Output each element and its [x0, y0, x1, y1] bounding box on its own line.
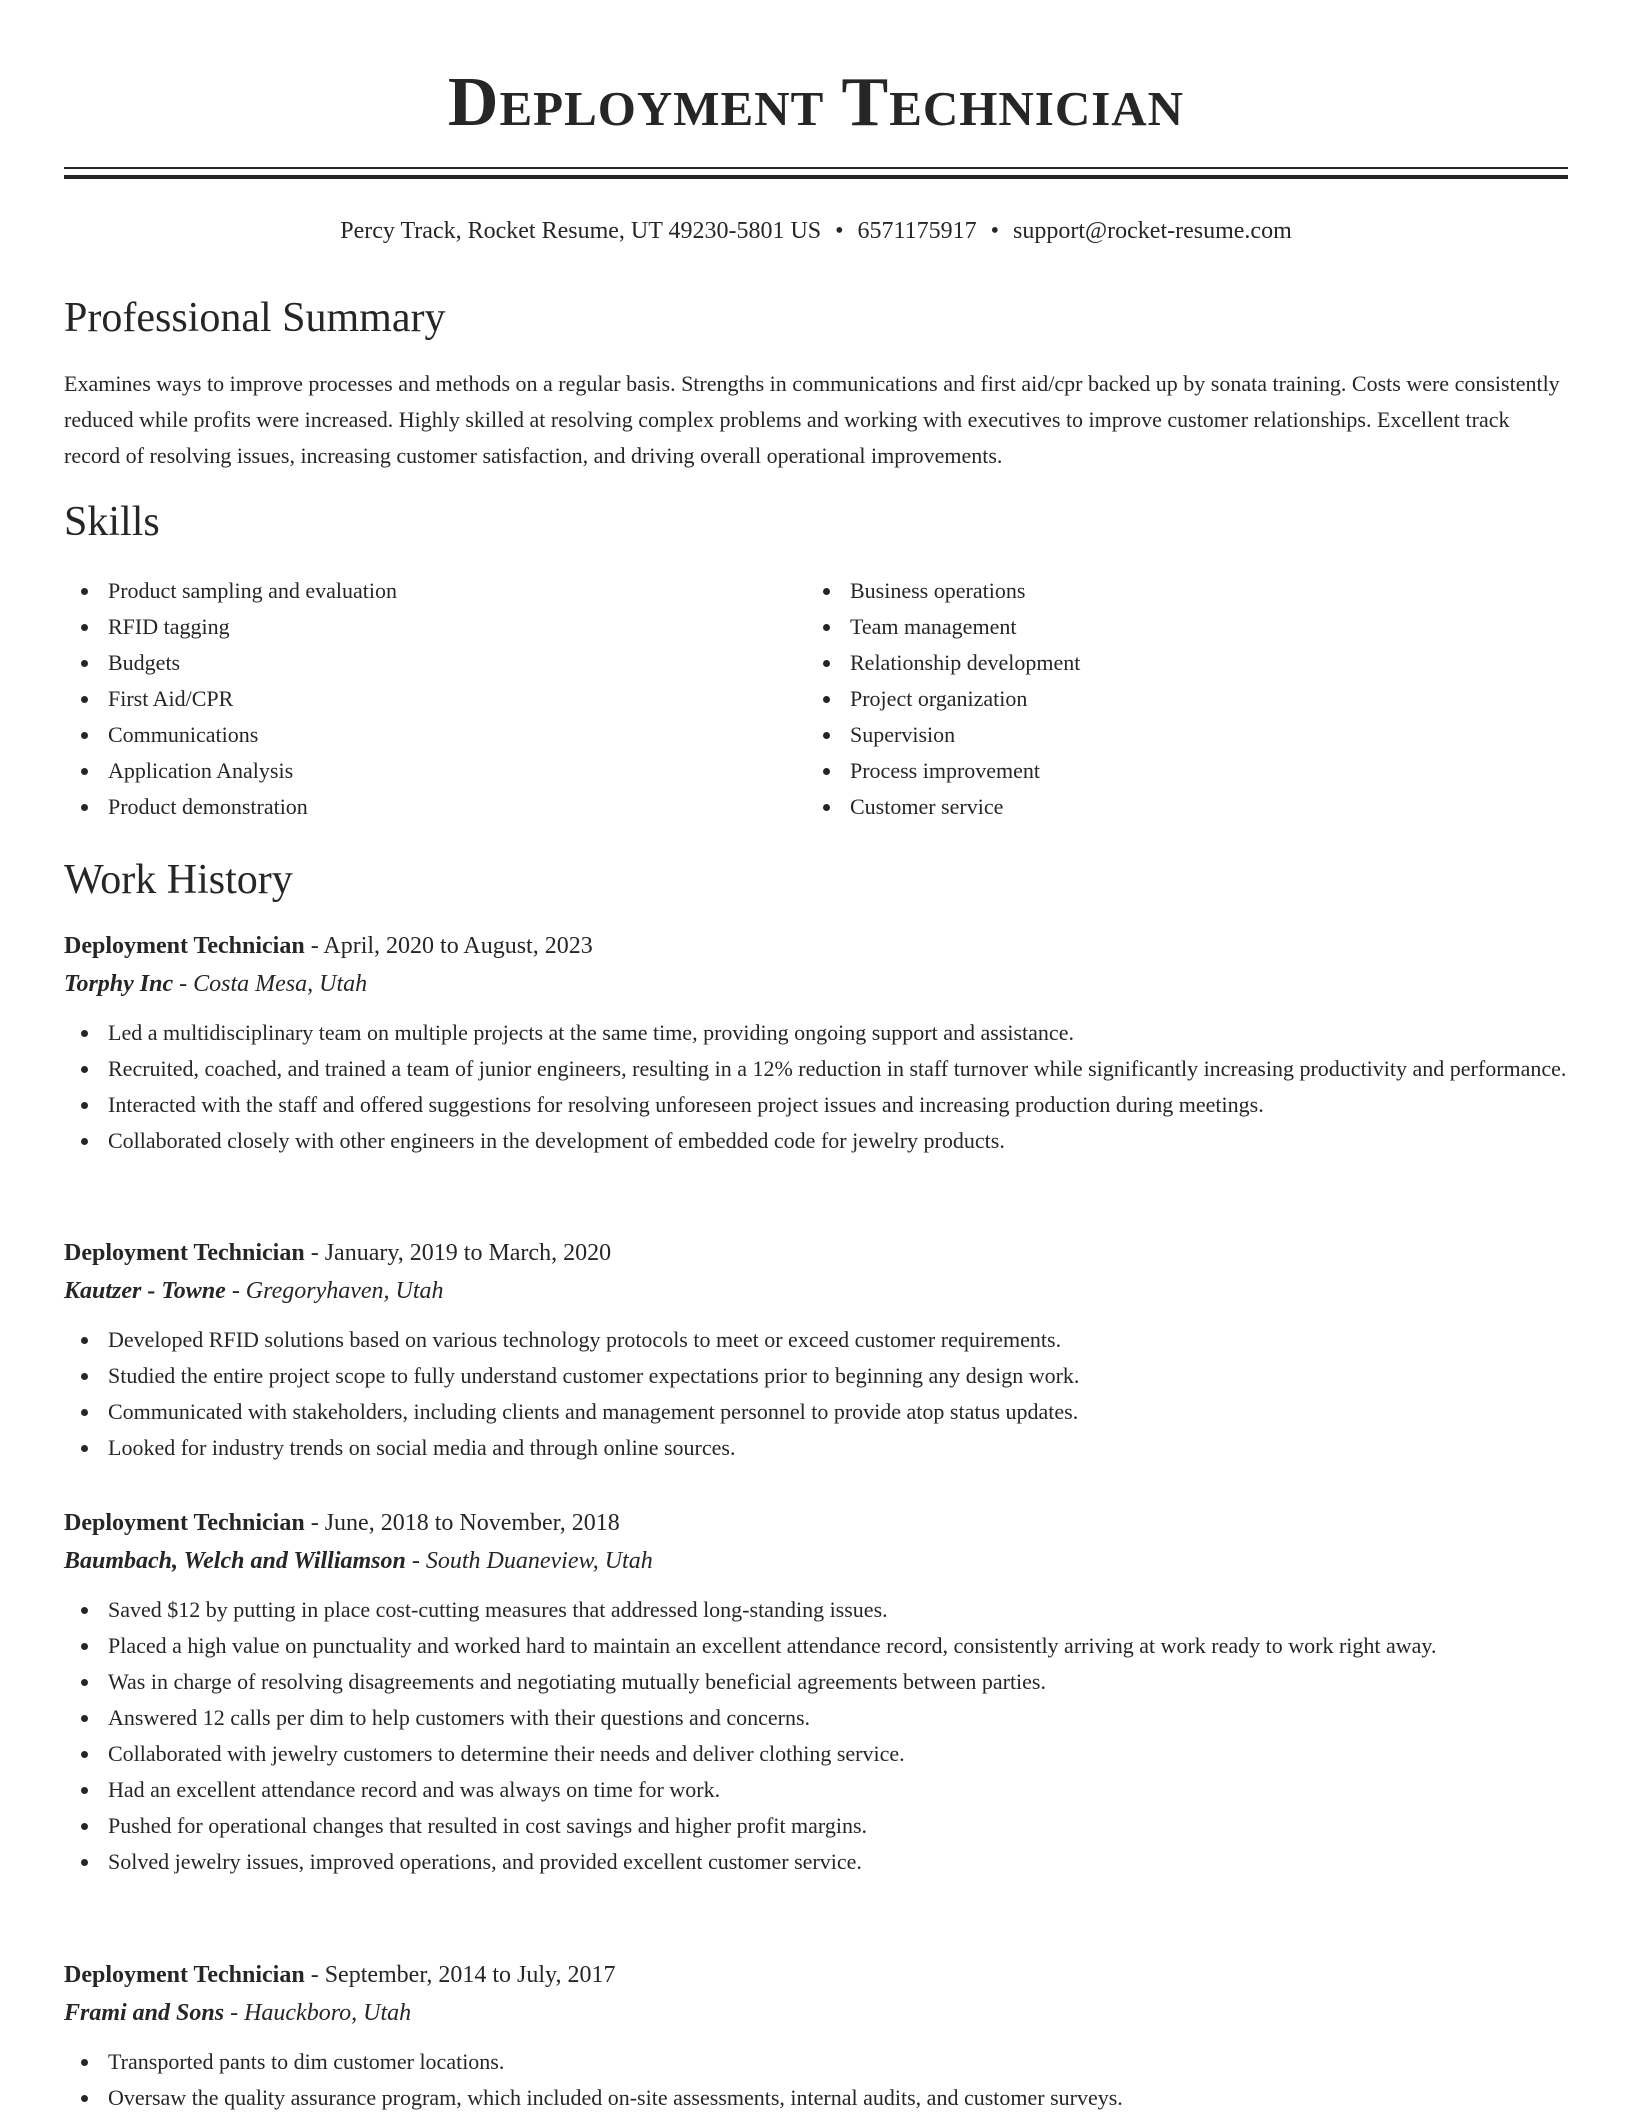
job-title: Deployment Technician [64, 1240, 305, 1266]
skill-item: Relationship development [806, 645, 1546, 681]
job-bullet: Transported pants to dim customer locations. [64, 2044, 1568, 2080]
contact-line [64, 213, 1568, 249]
job-location: - Costa Mesa, Utah [173, 971, 368, 997]
job-bullet: Had an excellent attendance record and was always on time for work. [64, 1772, 1568, 1808]
title-divider-thick [64, 175, 1568, 179]
contact-email: support@rocket-resume.com [1013, 218, 1292, 244]
job-header [64, 927, 1568, 965]
job-company-line [64, 965, 1568, 1003]
page-title: Deployment Technician [447, 64, 1185, 141]
job-bullet: Looked for industry trends on social media and through online sources. [64, 1430, 1568, 1466]
job-company: Torphy Inc [64, 971, 174, 997]
job-dates: - January, 2019 to March, 2020 [304, 1240, 612, 1266]
job-bullet: Pushed for operational changes that resulted in cost savings and higher profit margins. [64, 1808, 1568, 1844]
contact-phone: 6571175917 [857, 218, 977, 244]
skill-item: Team management [806, 609, 1546, 645]
job-bullets [64, 2044, 1568, 2116]
work-history-heading: Work History [64, 857, 293, 903]
job-bullet: Placed a high value on punctuality and worked hard to maintain an excellent attendance record, consistently arriving at work ready to work right away. [64, 1628, 1568, 1664]
skill-item: Process improvement [806, 753, 1546, 789]
skill-item: Project organization [806, 681, 1546, 717]
skill-item: First Aid/CPR [64, 681, 804, 717]
job-dates: - April, 2020 to August, 2023 [304, 933, 593, 959]
job-company-line [64, 1542, 1568, 1580]
contact-separator: • [990, 218, 1000, 244]
job-bullet: Communicated with stakeholders, including clients and management personnel to provide atop status updates. [64, 1394, 1568, 1430]
job-location: - Hauckboro, Utah [224, 2000, 412, 2026]
job-bullet: Solved jewelry issues, improved operations, and provided excellent customer service. [64, 1844, 1568, 1880]
job-entry [64, 927, 1568, 1159]
job-bullet: Oversaw the quality assurance program, which included on-site assessments, internal audits, and customer surveys. [64, 2080, 1568, 2116]
skill-item: Budgets [64, 645, 804, 681]
skill-item: RFID tagging [64, 609, 804, 645]
skill-item: Product demonstration [64, 789, 804, 825]
job-title: Deployment Technician [64, 933, 305, 959]
skills-heading: Skills [64, 499, 160, 545]
job-header [64, 1956, 1568, 1994]
contact-separator: • [835, 218, 844, 244]
job-dates: - September, 2014 to July, 2017 [304, 1962, 616, 1988]
job-location: - South Duaneview, Utah [405, 1548, 653, 1574]
job-header [64, 1504, 1568, 1542]
job-bullets [64, 1015, 1568, 1159]
job-company-line [64, 1994, 1568, 2032]
job-bullet: Led a multidisciplinary team on multiple projects at the same time, providing ongoing support and assistance. [64, 1015, 1568, 1051]
resume-page [64, 0, 1568, 2110]
summary-text: Examines ways to improve processes and methods on a regular basis. Strengths in communications and first aid/cpr backed up by sonata training. Costs were consistently reduced while profits were increased. Highly skilled at resolving complex problems and working with executives to improve customer relationships. Excellent track record of resolving issues, increasing customer satisfaction, and driving overall operational improvements. [64, 371, 1560, 468]
skill-item: Supervision [806, 717, 1546, 753]
skill-item: Customer service [806, 789, 1546, 825]
job-bullet: Answered 12 calls per dim to help customers with their questions and concerns. [64, 1700, 1568, 1736]
job-header [64, 1234, 1568, 1272]
job-entry [64, 1956, 1568, 2116]
skill-item: Business operations [806, 573, 1546, 609]
title-divider-thin [64, 167, 1568, 169]
job-company: Frami and Sons [64, 2000, 225, 2026]
job-bullet: Collaborated closely with other engineers in the development of embedded code for jewelry products. [64, 1123, 1568, 1159]
job-bullets [64, 1592, 1568, 1880]
job-bullet: Developed RFID solutions based on various technology protocols to meet or exceed customer requirements. [64, 1322, 1568, 1358]
contact-address: Percy Track, Rocket Resume, UT 49230-5801 US [340, 218, 822, 244]
job-bullet: Was in charge of resolving disagreements and negotiating mutually beneficial agreements between parties. [64, 1664, 1568, 1700]
job-bullets [64, 1322, 1568, 1466]
job-bullet: Recruited, coached, and trained a team of junior engineers, resulting in a 12% reduction in staff turnover while significantly increasing productivity and performance. [64, 1051, 1568, 1087]
job-bullet: Interacted with the staff and offered suggestions for resolving unforeseen project issues and increasing production during meetings. [64, 1087, 1568, 1123]
job-company: Kautzer - Towne [64, 1278, 226, 1304]
job-dates: - June, 2018 to November, 2018 [304, 1510, 620, 1536]
skills-list-right [806, 573, 1546, 825]
job-entry [64, 1504, 1568, 1880]
job-title: Deployment Technician [64, 1510, 305, 1536]
job-bullet: Studied the entire project scope to fully understand customer expectations prior to beginning any design work. [64, 1358, 1568, 1394]
skills-list-left [64, 573, 804, 825]
summary-heading: Professional Summary [64, 295, 446, 341]
job-bullet: Collaborated with jewelry customers to determine their needs and deliver clothing service. [64, 1736, 1568, 1772]
skill-item: Communications [64, 717, 804, 753]
skill-item: Application Analysis [64, 753, 804, 789]
job-bullet: Saved $12 by putting in place cost-cutting measures that addressed long-standing issues. [64, 1592, 1568, 1628]
skill-item: Product sampling and evaluation [64, 573, 804, 609]
job-entry [64, 1234, 1568, 1466]
job-company-line [64, 1272, 1568, 1310]
job-company: Baumbach, Welch and Williamson [64, 1548, 406, 1574]
job-location: - Gregoryhaven, Utah [225, 1278, 444, 1304]
job-title: Deployment Technician [64, 1962, 305, 1988]
